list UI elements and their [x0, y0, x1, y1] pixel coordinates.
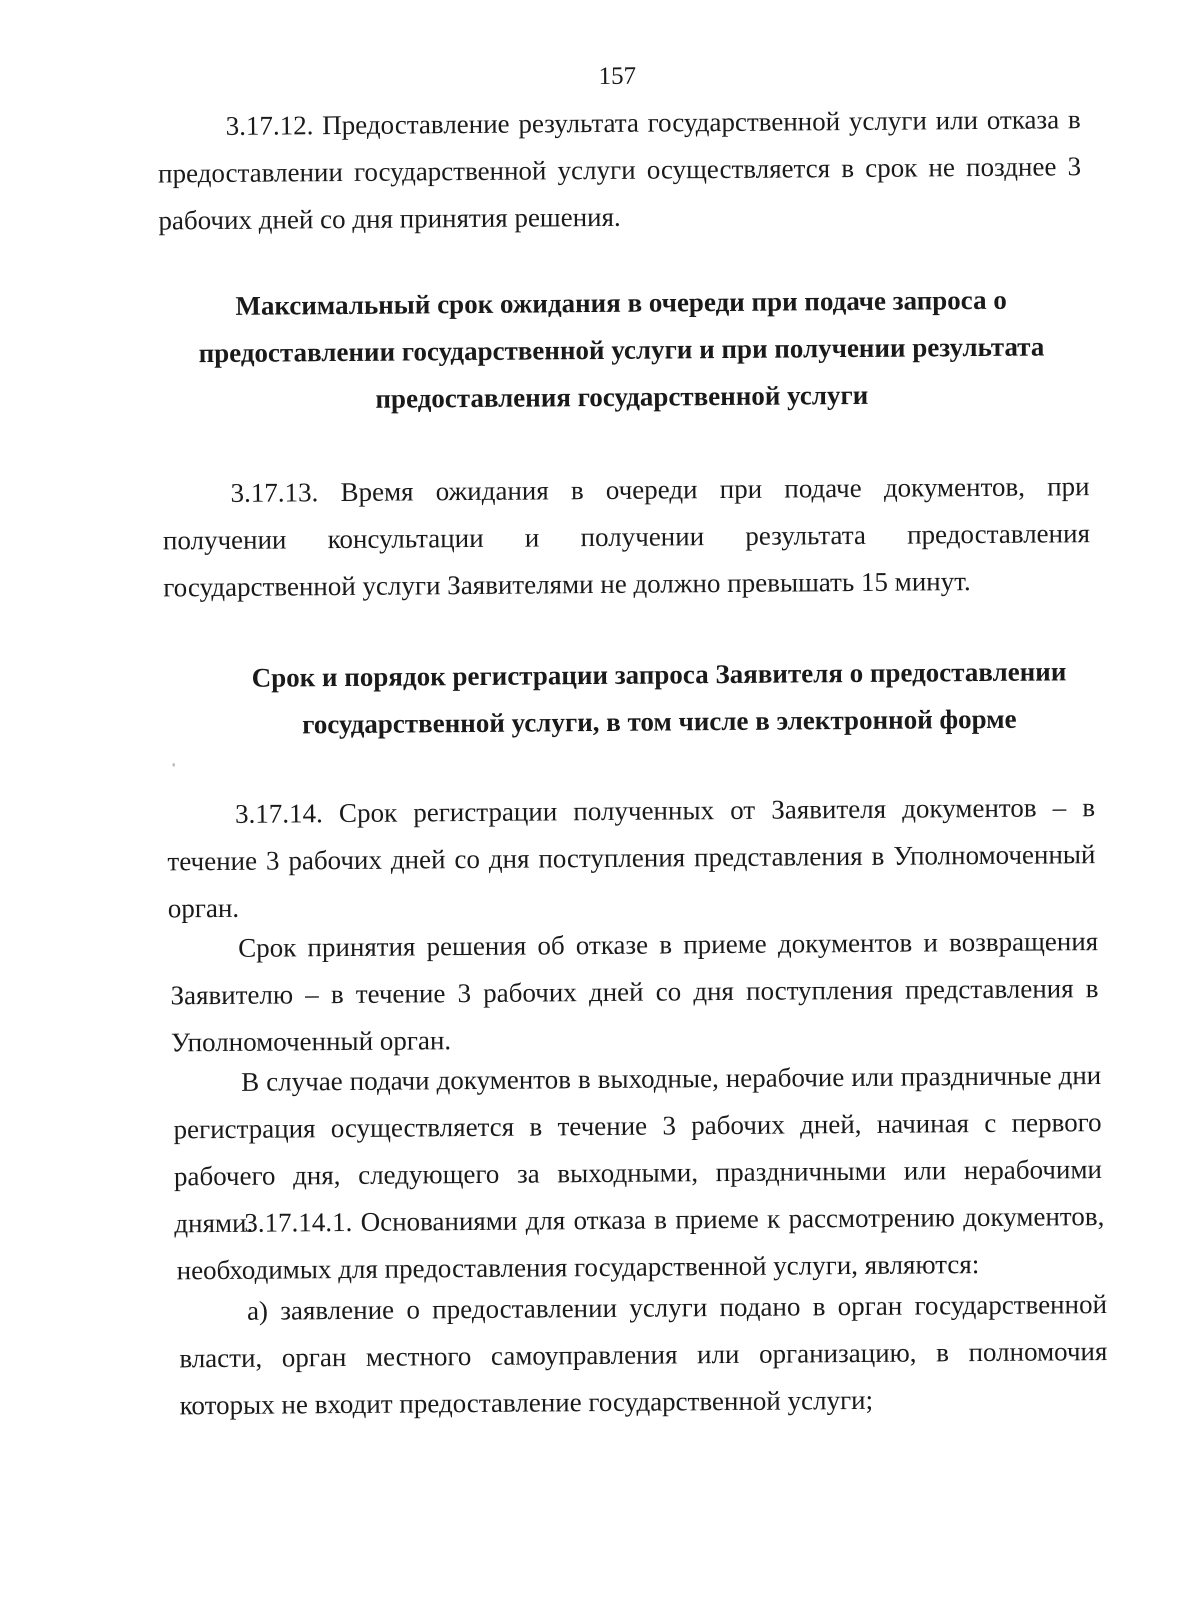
paragraph-3-17-12: 3.17.12. Предоставление результата государственной услуги или отказа в предоставлении государственной услуги осуществляется в срок не позднее 3 рабочих дней со дня принятия решения. — [157, 104, 1082, 236]
paragraph-3-17-14: 3.17.14. Срок регистрации полученных от Заявителя документов – в течение 3 рабочих дней со дня поступления представления в Уполномоченный орган. — [167, 792, 1096, 924]
page-number: 157 — [598, 62, 637, 90]
paragraph-refusal-term: Срок принятия решения об отказе в приеме документов и возвращения Заявителю – в течение 3 рабочих дней со дня поступления представления в Уполномоченный орган. — [170, 926, 1099, 1058]
section-heading-max-wait: Максимальный срок ожидания в очереди при подаче запроса о предоставлении государственной услуги и при получении результата предоставления государственной услуги — [198, 284, 1045, 414]
paragraph-3-17-13: 3.17.13. Время ожидания в очереди при подаче документов, при получении консультации и получении результата предоставления государственной услуги Заявителями не должно превышать 15 минут. — [162, 471, 1091, 603]
paragraph-holidays: В случае подачи документов в выходные, нерабочие или праздничные дни регистрация осуществляется в течение 3 рабочих дней, начиная с первого рабочего дня, следующего за выходными, праздничными или нерабочими днями. — [173, 1060, 1103, 1239]
paragraph-item-a: а) заявление о предоставлении услуги подано в орган государственной власти, орган местного самоуправления или организацию, в полномочия которых не входит предоставление государственной услуги; — [179, 1289, 1108, 1421]
section-heading-registration: Срок и порядок регистрации запроса Заявителя о предоставлении государственной услуги, в том числе в электронной форме — [251, 656, 1067, 740]
paragraph-3-17-14-1: 3.17.14.1. Основаниями для отказа в приеме к рассмотрению документов, необходимых для предоставления государственной услуги, являются: — [176, 1201, 1105, 1286]
scan-speck — [173, 763, 175, 766]
